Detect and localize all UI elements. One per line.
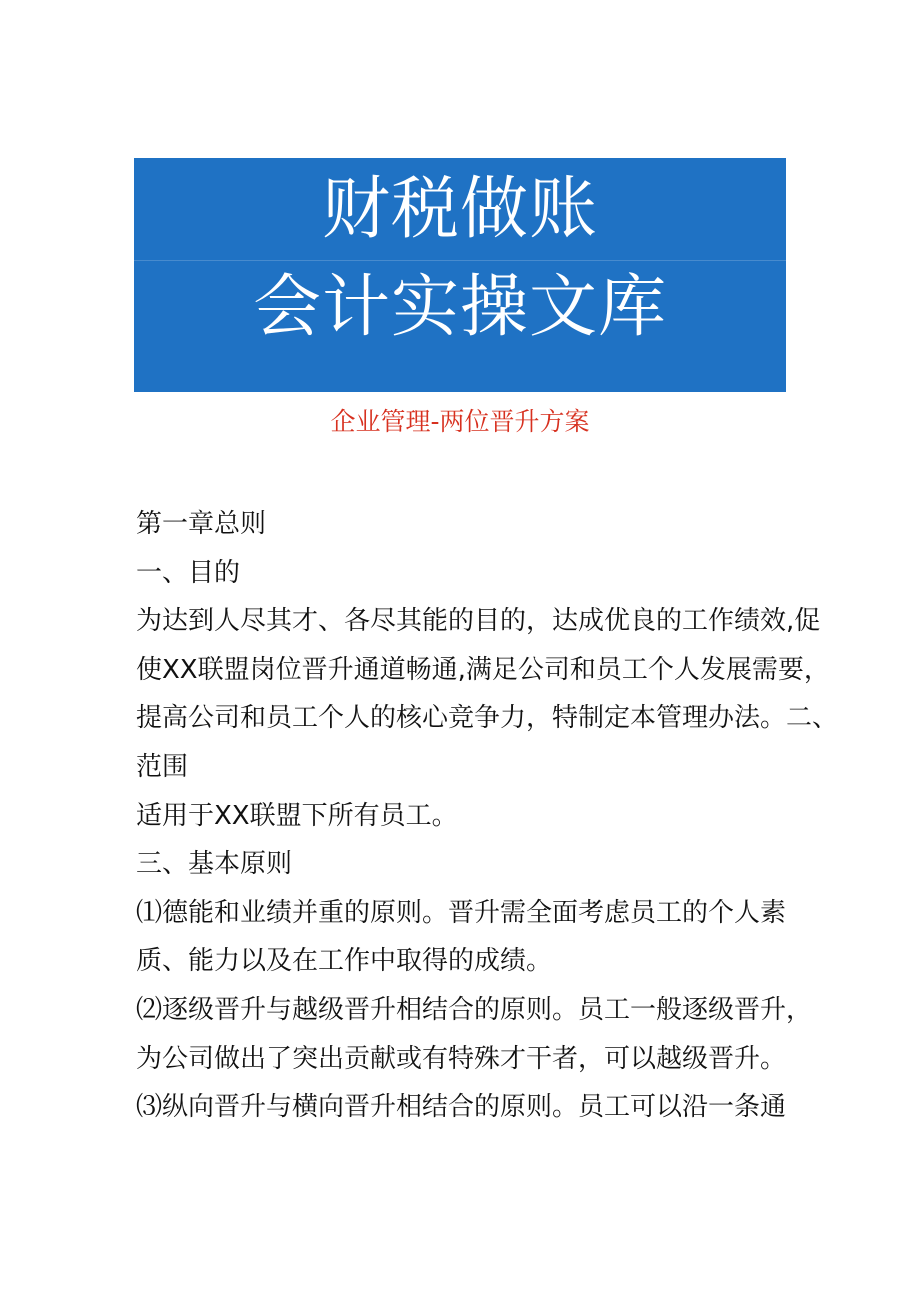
body-line: 为公司做出了突出贡献或有特殊才干者，可以越级晋升。 (136, 1043, 787, 1074)
section-heading-principles: 三、基本原则 (136, 849, 293, 880)
chapter-heading: 第一章总则 (136, 509, 267, 539)
banner-divider (134, 260, 786, 261)
document-subtitle: 企业管理-两位晋升方案 (330, 407, 590, 436)
body-line: 为达到人尽其才、各尽其能的目的，达成优良的工作绩效,促 (136, 606, 821, 637)
banner-title-line-2: 会计实操文库 (252, 268, 667, 347)
document-body (136, 500, 839, 1132)
body-line: 使XX联盟岗位晋升通道畅通,满足公司和员工个人发展需要， (136, 654, 830, 685)
body-line: ⑴德能和业绩并重的原则。晋升需全面考虑员工的个人素 (136, 897, 787, 928)
body-line: ⑶纵向晋升与横向晋升相结合的原则。员工可以沿一条通 (136, 1092, 787, 1123)
body-line: 提高公司和员工个人的核心竞争力，特制定本管理办法。二、 (136, 703, 839, 734)
body-line: ⑵逐级晋升与越级晋升相结合的原则。员工一般逐级晋升， (136, 994, 813, 1025)
banner-title-line-1: 财税做账 (321, 170, 598, 249)
section-heading-purpose: 一、目的 (136, 557, 241, 588)
body-line: 适用于XX联盟下所有员工。 (136, 800, 458, 831)
section-heading-scope: 范围 (136, 751, 189, 782)
body-line: 质、能力以及在工作中取得的成绩。 (136, 946, 553, 977)
title-banner (134, 158, 786, 392)
